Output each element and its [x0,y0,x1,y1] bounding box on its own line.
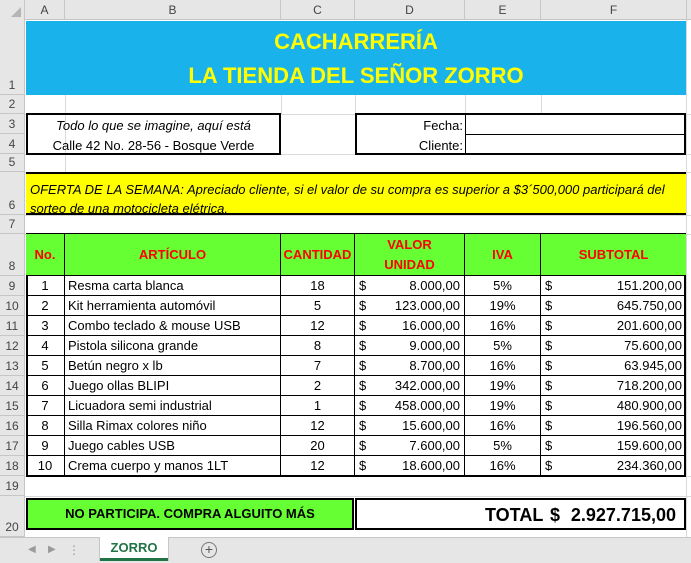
cell-iva[interactable]: 19% [465,376,541,396]
amount-value: 9.000,00 [409,338,460,353]
amount-value: 159.600,00 [616,438,682,453]
cell-articulo[interactable]: Resma carta blanca [65,276,281,296]
cell-cantidad[interactable]: 12 [281,416,355,436]
more-sheets-icon[interactable]: ⋮ [68,543,80,557]
store-title-banner[interactable] [26,21,686,95]
sheet-tab-zorro[interactable]: ZORRO [100,537,168,561]
cell-subtotal[interactable] [541,336,686,356]
gridline [686,20,687,537]
cell-iva[interactable]: 16% [465,416,541,436]
column-header-c[interactable]: C [281,0,355,20]
cell-articulo[interactable]: Juego ollas BLIPI [65,376,281,396]
cell-valor-unidad[interactable] [355,316,465,336]
amount-value: 645.750,00 [616,298,682,313]
amount-value: 201.600,00 [616,318,682,333]
column-header-f[interactable]: F [541,0,687,20]
cell-articulo[interactable]: Kit herramienta automóvil [65,296,281,316]
cell-cantidad[interactable]: 18 [281,276,355,296]
header-valor-unidad[interactable]: VALOR UNIDAD [355,234,465,276]
row-header-9[interactable]: 9 [0,276,25,296]
cell-cantidad[interactable]: 2 [281,376,355,396]
cell-valor-unidad[interactable] [355,336,465,356]
cell-valor-unidad[interactable] [355,276,465,296]
currency-symbol: $ [545,418,553,433]
cell-cantidad[interactable]: 7 [281,356,355,376]
column-header-a[interactable]: A [25,0,65,20]
fecha-label: Fecha: [423,118,463,133]
cell-cantidad[interactable]: 20 [281,436,355,456]
row-header-8[interactable]: 8 [0,234,25,276]
row-header-13[interactable]: 13 [0,356,25,376]
amount-value: 15.600,00 [402,418,460,433]
row-header-16[interactable]: 16 [0,416,25,436]
cell-subtotal[interactable] [541,356,686,376]
currency-symbol: $ [359,438,367,453]
amount-value: 151.200,00 [616,278,682,293]
row-header-4[interactable]: 4 [0,134,25,154]
row-header-1[interactable]: 1 [0,20,25,95]
fecha-field[interactable] [465,115,684,135]
amount-value: 8.700,00 [409,358,460,373]
cell-valor-unidad[interactable] [355,296,465,316]
cell-valor-unidad[interactable] [355,416,465,436]
cell-iva[interactable]: 16% [465,316,541,336]
total-label: TOTAL [485,505,544,525]
cell-iva[interactable]: 19% [465,396,541,416]
gridline [465,95,466,114]
amount-value: 16.000,00 [402,318,460,333]
cell-iva[interactable]: 5% [465,336,541,356]
currency-symbol: $ [359,298,367,313]
cliente-label: Cliente: [418,138,463,153]
total-value: 2.927.715,00 [570,505,676,525]
amount-value: 234.360,00 [616,458,682,473]
currency-symbol: $ [545,438,553,453]
header-articulo[interactable]: ARTÍCULO [65,234,281,276]
row-header-15[interactable]: 15 [0,396,25,416]
cell-no[interactable]: 3 [26,316,65,336]
header-cantidad[interactable]: CANTIDAD [281,234,355,276]
currency-symbol: $ [545,298,553,313]
column-header-b[interactable]: B [65,0,281,20]
cell-subtotal[interactable] [541,376,686,396]
gridline [281,95,282,114]
header-no[interactable]: No. [26,234,65,276]
currency-symbol: $ [359,378,367,393]
amount-value: 458.000,00 [394,398,460,413]
customer-info-box [355,113,686,155]
cell-subtotal[interactable] [541,456,686,476]
row-header-14[interactable]: 14 [0,376,25,396]
cell-articulo[interactable]: Betún negro x lb [65,356,281,376]
total-currency: $ [550,505,561,525]
cell-cantidad[interactable]: 12 [281,316,355,336]
cell-subtotal[interactable] [541,296,686,316]
cell-no[interactable]: 2 [26,296,65,316]
cell-cantidad[interactable]: 5 [281,296,355,316]
add-sheet-button[interactable]: + [201,542,217,558]
currency-symbol: $ [359,278,367,293]
header-subtotal[interactable]: SUBTOTAL [541,234,686,276]
cell-valor-unidad[interactable] [355,376,465,396]
cell-iva[interactable]: 16% [465,456,541,476]
cell-articulo[interactable]: Crema cuerpo y manos 1LT [65,456,281,476]
currency-symbol: $ [359,358,367,373]
currency-symbol: $ [359,458,367,473]
store-title-line1: CACHARRERÍA [274,29,438,54]
scroll-right-icon[interactable]: ▶ [48,544,56,555]
cell-iva[interactable]: 5% [465,276,541,296]
amount-value: 7.600,00 [409,438,460,453]
amount-value: 18.600,00 [402,458,460,473]
currency-symbol: $ [545,318,553,333]
row-header-3[interactable]: 3 [0,114,25,134]
cell-articulo[interactable]: Silla Rimax colores niño [65,416,281,436]
slogan-text: Todo lo que se imagine, aquí está [56,118,251,133]
cell-no[interactable]: 10 [26,456,65,476]
gridline [541,95,542,114]
cell-no[interactable]: 7 [26,396,65,416]
row-header-10[interactable]: 10 [0,296,25,316]
currency-symbol: $ [545,458,553,473]
row-header-12[interactable]: 12 [0,336,25,356]
currency-symbol: $ [359,398,367,413]
currency-symbol: $ [545,358,553,373]
select-all-corner[interactable] [0,0,25,20]
cell-no[interactable]: 1 [26,276,65,296]
store-title-line2: LA TIENDA DEL SEÑOR ZORRO [188,63,524,88]
participation-status[interactable]: NO PARTICIPA. COMPRA ALGUITO MÁS [26,498,354,530]
cell-no[interactable]: 9 [26,436,65,456]
cell-iva[interactable]: 19% [465,296,541,316]
cell-cantidad[interactable]: 1 [281,396,355,416]
currency-symbol: $ [545,278,553,293]
amount-value: 75.600,00 [624,338,682,353]
row-header-2[interactable]: 2 [0,95,25,114]
gridline [25,496,691,497]
cell-valor-unidad[interactable] [355,356,465,376]
row-header-19[interactable]: 19 [0,476,25,496]
row-header-7[interactable]: 7 [0,215,25,234]
address-text: Calle 42 No. 28-56 - Bosque Verde [52,138,255,153]
cell-iva[interactable]: 16% [465,356,541,376]
cell-valor-unidad[interactable] [355,436,465,456]
cell-valor-unidad[interactable] [355,396,465,416]
row-header-6[interactable]: 6 [0,172,25,215]
row-header-17[interactable]: 17 [0,436,25,456]
header-iva[interactable]: IVA [465,234,541,276]
currency-symbol: $ [545,378,553,393]
slogan-box[interactable] [26,113,281,155]
row-header-18[interactable]: 18 [0,456,25,476]
cell-iva[interactable]: 5% [465,436,541,456]
currency-symbol: $ [545,338,553,353]
cell-articulo[interactable]: Combo teclado & mouse USB [65,316,281,336]
amount-value: 342.000,00 [394,378,460,393]
cell-subtotal[interactable] [541,396,686,416]
row-header-20[interactable]: 20 [0,496,25,537]
amount-value: 718.200,00 [616,378,682,393]
cell-cantidad[interactable]: 8 [281,336,355,356]
row-header-11[interactable]: 11 [0,316,25,336]
cell-no[interactable]: 4 [26,336,65,356]
cell-articulo[interactable]: Juego cables USB [65,436,281,456]
cell-subtotal[interactable] [541,416,686,436]
column-header-d[interactable]: D [355,0,465,20]
cell-cantidad[interactable]: 12 [281,456,355,476]
total-box[interactable] [355,498,686,530]
amount-value: 123.000,00 [394,298,460,313]
currency-symbol: $ [359,418,367,433]
scroll-left-icon[interactable]: ◀ [28,544,36,555]
row-header-5[interactable]: 5 [0,154,25,172]
cell-valor-unidad[interactable] [355,456,465,476]
gridline [355,95,356,114]
cell-subtotal[interactable] [541,316,686,336]
cliente-field[interactable] [465,135,684,153]
sheet-tab-bar [0,537,691,563]
currency-symbol: $ [359,318,367,333]
cell-subtotal[interactable] [541,436,686,456]
amount-value: 480.900,00 [616,398,682,413]
weekly-offer-banner[interactable]: OFERTA DE LA SEMANA: Apreciado cliente, si el valor de su compra es superior a $3´500,000 participará del sorteo de una motocicleta elétrica. [26,172,686,215]
currency-symbol: $ [545,398,553,413]
amount-value: 63.945,00 [624,358,682,373]
cell-no[interactable]: 6 [26,376,65,396]
column-header-e[interactable]: E [465,0,541,20]
cell-no[interactable]: 8 [26,416,65,436]
amount-value: 8.000,00 [409,278,460,293]
cell-articulo[interactable]: Pistola silicona grande [65,336,281,356]
cell-subtotal[interactable] [541,276,686,296]
cell-articulo[interactable]: Licuadora semi industrial [65,396,281,416]
amount-value: 196.560,00 [616,418,682,433]
cell-no[interactable]: 5 [26,356,65,376]
currency-symbol: $ [359,338,367,353]
